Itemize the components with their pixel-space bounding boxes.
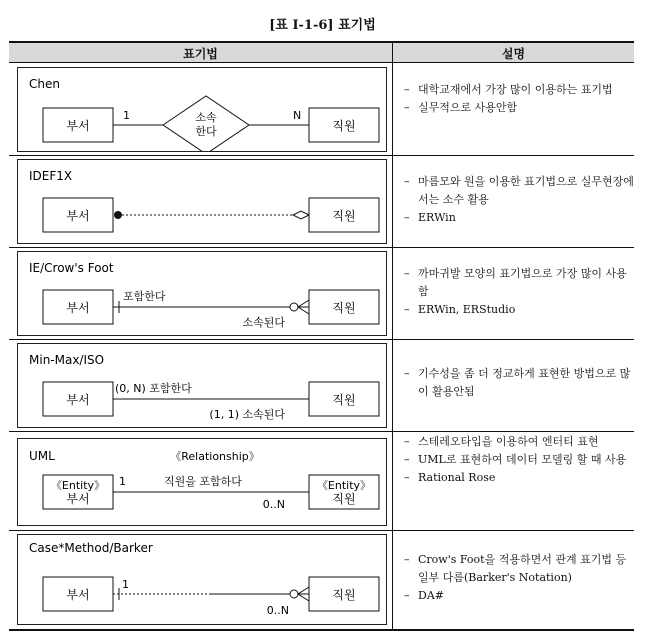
list-item: – UML로 표현하여 데이터 모델링 할 때 사용: [404, 453, 627, 466]
list-item: – ERWin: [404, 211, 456, 224]
header-description: 설명: [501, 47, 526, 61]
table-header: [9, 41, 634, 63]
min-max-diagram: [17, 343, 387, 428]
notation-name: UML: [29, 449, 55, 463]
notation-name: IE/Crow's Foot: [29, 261, 114, 275]
entity-label: 직원: [332, 588, 356, 602]
cardinality-label: 1: [123, 109, 130, 122]
header-notation: 표기법: [183, 47, 218, 61]
list-item: – 대학교재에서 가장 많이 이용하는 표기법: [404, 83, 613, 96]
entity-label: 직원: [332, 119, 356, 133]
chen-diagram: [17, 67, 387, 152]
list-item: – Rational Rose: [404, 471, 496, 484]
notation-name: Min-Max/ISO: [29, 353, 105, 367]
uml-diagram: [17, 438, 387, 526]
cardinality-label: 1: [122, 578, 129, 591]
optional-circle-marker: [290, 303, 298, 311]
entity-label: 직원: [332, 393, 356, 407]
notation-table: [9, 41, 634, 631]
notation-name: Case*Method/Barker: [29, 541, 153, 555]
entity-label: 부서: [66, 492, 90, 506]
entity-stereotype: 《Entity》: [50, 479, 106, 492]
list-item: – 까마귀발 모양의 표기법으로 가장 많이 사용함: [404, 267, 627, 298]
cardinality-label: 0..N: [266, 604, 289, 617]
notation-name: IDEF1X: [29, 169, 73, 183]
list-item: – Crow's Foot을 적용하면서 관계 표기법 등 일부 다름(Barker's Notation): [404, 553, 627, 584]
barker-description: [404, 551, 634, 605]
crows-foot-marker: [298, 587, 309, 594]
relationship-stereotype: 《Relationship》: [170, 450, 260, 463]
entity-label: 직원: [332, 209, 356, 223]
entity-stereotype: 《Entity》: [316, 479, 372, 492]
relationship-label: 한다: [195, 125, 217, 138]
filled-dot-marker: [114, 211, 122, 219]
list-item: – 스테레오타입을 이용하여 엔터티 표현: [404, 435, 599, 448]
row-divider: [9, 431, 634, 432]
column-divider: [392, 41, 393, 631]
entity-label: 부서: [66, 393, 90, 407]
min-max-description: [404, 365, 634, 401]
list-item: – DA#: [404, 589, 444, 602]
relationship-label: 직원을 포함하다: [164, 475, 242, 488]
row-divider: [9, 247, 634, 248]
list-item: – ERWin, ERStudio: [404, 303, 516, 316]
table-title: [표 Ⅰ-1-6] 표기법: [269, 18, 376, 33]
optional-circle-marker: [290, 590, 298, 598]
row-divider: [9, 155, 634, 156]
entity-label: 부서: [66, 119, 90, 133]
crows-foot-marker: [298, 594, 309, 601]
entity-label: 부서: [66, 209, 90, 223]
crows-foot-diagram: [17, 251, 387, 336]
crows-foot-marker: [298, 300, 309, 307]
chen-description: [404, 81, 634, 117]
notation-name: Chen: [29, 77, 60, 91]
crows-foot-description: [404, 265, 634, 319]
list-item: – 마름모와 원을 이용한 표기법으로 실무현장에서는 소수 활용: [404, 175, 634, 206]
row-divider: [9, 530, 634, 531]
row-divider: [9, 339, 634, 340]
barker-diagram: [17, 534, 387, 625]
crows-foot-marker: [298, 307, 309, 314]
relationship-label: 소속: [195, 111, 217, 124]
entity-label: 부서: [66, 301, 90, 315]
idef1x-diagram: [17, 159, 387, 244]
cardinality-label: 1: [119, 475, 126, 488]
relationship-label: 소속된다: [242, 316, 285, 329]
relationship-label: 포함한다: [123, 290, 166, 303]
uml-description: [404, 433, 634, 487]
list-item: – 실무적으로 사용안함: [404, 101, 518, 114]
entity-label: 부서: [66, 588, 90, 602]
relationship-label: (1, 1) 소속된다: [209, 408, 285, 421]
list-item: – 기수성을 좀 더 정교하게 표현한 방법으로 많이 활용안됨: [404, 367, 631, 398]
entity-label: 직원: [332, 301, 356, 315]
entity-label: 직원: [332, 492, 356, 506]
relationship-label: (0, N) 포함한다: [115, 382, 192, 395]
idef1x-description: [404, 173, 634, 227]
hollow-diamond-marker: [293, 211, 309, 219]
cardinality-label: N: [293, 109, 302, 122]
cardinality-label: 0..N: [262, 498, 285, 511]
table-bottom-border: [9, 629, 634, 631]
